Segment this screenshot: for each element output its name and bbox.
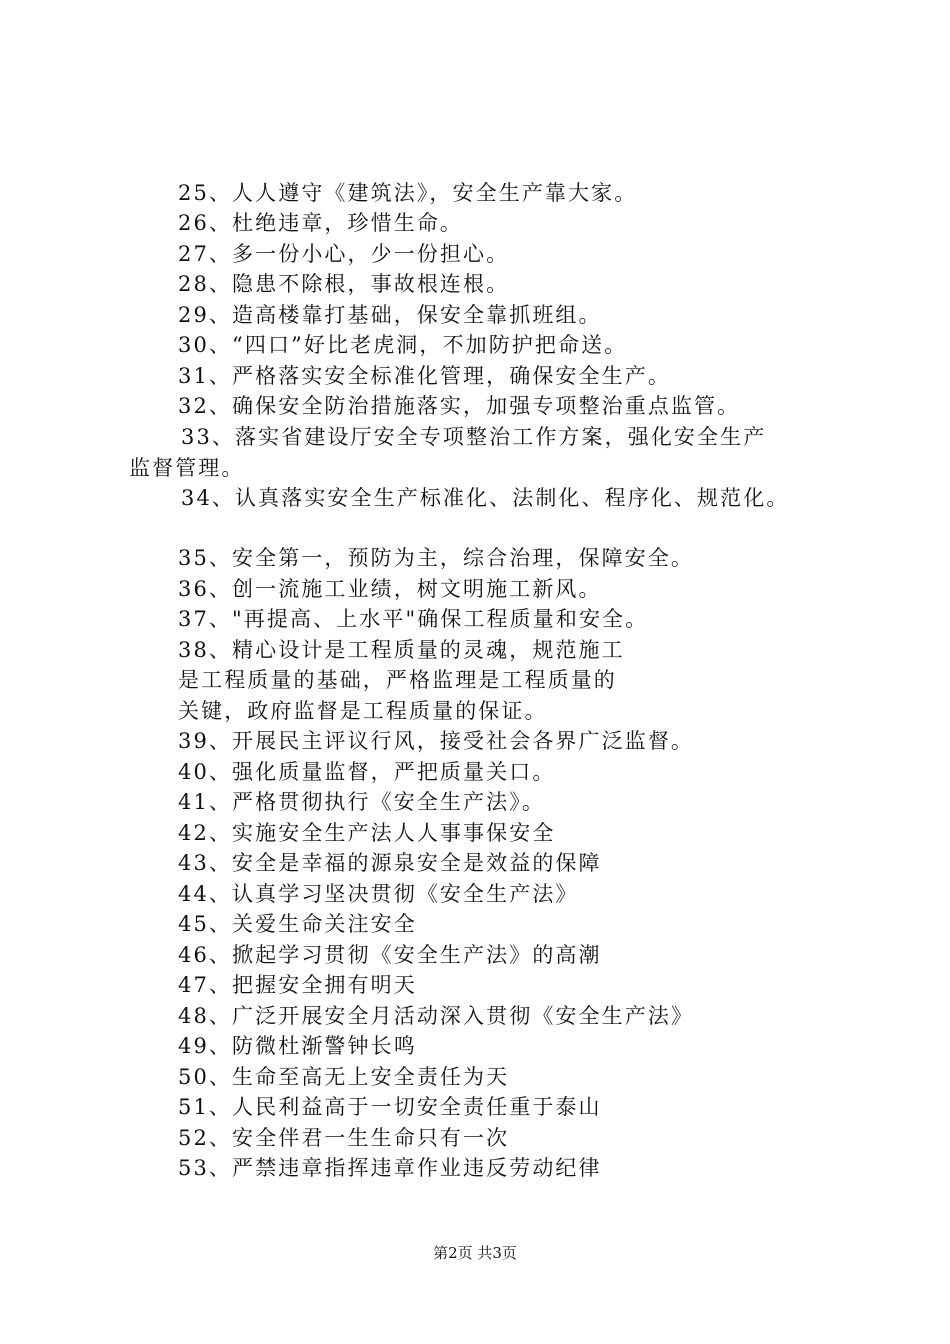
text-line: 38、精心设计是工程质量的灵魂，规范施工: [178, 638, 625, 662]
text-line: 30、“四口”好比老虎洞，不加防护把命送。: [178, 333, 628, 357]
text-line: 26、杜绝违章，珍惜生命。: [178, 211, 464, 235]
text-line: 35、安全第一，预防为主，综合治理，保障安全。: [178, 546, 695, 570]
text-line: 46、掀起学习贯彻《安全生产法》的高潮: [178, 943, 602, 967]
text-line: 29、造高楼靠打基础，保安全靠抓班组。: [178, 303, 602, 327]
text-line: 31、严格落实安全标准化管理，确保安全生产。: [178, 364, 671, 388]
text-line: 51、人民利益高于一切安全责任重于泰山: [178, 1095, 602, 1119]
text-line: 32、确保安全防治措施落实，加强专项整治重点监管。: [178, 394, 741, 418]
text-line: 33、落实省建设厅安全专项整治工作方案，强化安全生产: [181, 425, 767, 449]
text-line: 39、开展民主评议行风，接受社会各界广泛监督。: [178, 729, 695, 753]
text-line: 48、广泛开展安全月活动深入贯彻《安全生产法》: [178, 1004, 695, 1028]
text-line: 28、隐患不除根，事故根连根。: [178, 272, 510, 296]
text-line: 关键，政府监督是工程质量的保证。: [178, 699, 548, 723]
text-line: 27、多一份小心，少一份担心。: [178, 242, 510, 266]
text-line: 监督管理。: [129, 456, 245, 480]
text-line: 25、人人遵守《建筑法》，安全生产靠大家。: [178, 181, 638, 205]
text-line: 40、强化质量监督，严把质量关口。: [178, 760, 556, 784]
text-line: 47、把握安全拥有明天: [178, 973, 417, 997]
text-line: 36、创一流施工业绩，树文明施工新风。: [178, 577, 602, 601]
page-footer: 第2页 共3页: [433, 1244, 517, 1262]
text-line: 42、实施安全生产法人人事事保安全: [178, 821, 556, 845]
text-line: 是工程质量的基础，严格监理是工程质量的: [178, 668, 617, 692]
text-line: 53、严禁违章指挥违章作业违反劳动纪律: [178, 1156, 602, 1180]
text-line: 45、关爱生命关注安全: [178, 912, 417, 936]
text-line: 37、"再提高、上水平"确保工程质量和安全。: [178, 607, 649, 631]
text-line: 41、严格贯彻执行《安全生产法》。: [178, 790, 545, 814]
text-line: 52、安全伴君一生生命只有一次: [178, 1126, 510, 1150]
text-line: 34、认真落实安全生产标准化、法制化、程序化、规范化。: [181, 486, 790, 510]
text-line: 50、生命至高无上安全责任为天: [178, 1065, 510, 1089]
text-line: 43、安全是幸福的源泉安全是效益的保障: [178, 851, 602, 875]
text-line: 44、认真学习坚决贯彻《安全生产法》: [178, 882, 579, 906]
text-line: 49、防微杜渐警钟长鸣: [178, 1034, 417, 1058]
